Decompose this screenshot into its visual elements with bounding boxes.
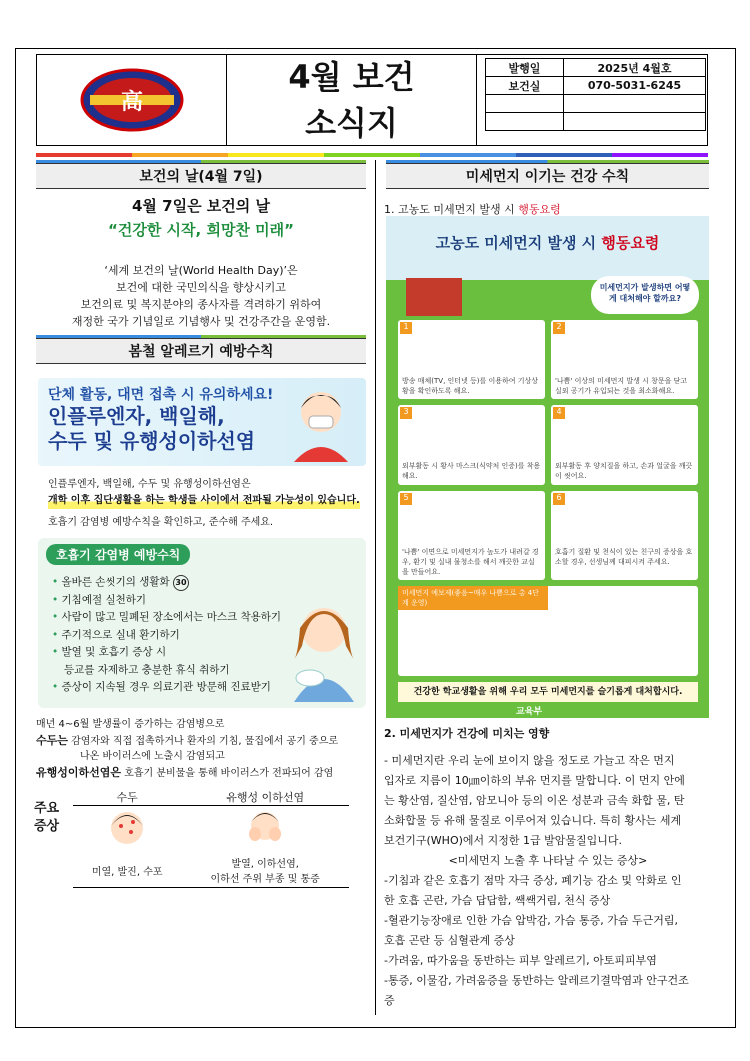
sick-child-illustration <box>284 382 358 462</box>
empty-cell <box>486 95 564 113</box>
newsletter-header <box>36 54 708 146</box>
health-day-line: 보건의료 및 복지분야의 종사자를 격려하기 위하여 <box>80 298 322 311</box>
health-day-line: 보건에 대한 국민의식을 향상시키고 <box>116 281 286 294</box>
tips-title: 호흡기 감염병 예방수칙 <box>46 544 190 565</box>
flu-body-line2: 개학 이후 집단생활을 하는 학생들 사이에서 전파될 가능성이 있습니다. <box>48 492 360 509</box>
title-line2: 소식지 <box>305 104 398 142</box>
symptom-label: 주요 증상 <box>34 801 60 834</box>
disease-desc-line3: 나온 바이러스에 노출시 감염되고 <box>80 751 225 762</box>
respiratory-tips-box <box>38 538 366 708</box>
symptom-line: -기침과 같은 호흡기 점막 자극 증상, 폐기능 감소 및 악화로 인 <box>384 874 682 887</box>
fine-dust-poster <box>386 216 709 718</box>
poster-steps <box>398 320 698 580</box>
health-day-headline: 4월 7일은 보건의 날 <box>132 197 270 215</box>
symptom-chickenpox: 미열, 발진, 수포 <box>73 854 181 888</box>
poster-band: 미세먼지 예보제(좋음~매우 나쁨으로 총 4단계 운영) <box>398 586 548 610</box>
section-title-allergy: 봄철 알레르기 예방수칙 <box>36 338 366 364</box>
section-title-health-day: 보건의 날(4월 7일) <box>36 163 366 189</box>
title-line1: 4월 보건 <box>288 58 415 96</box>
mumps-illustration <box>181 806 349 854</box>
fine-dust-body: - 미세먼지란 우리 눈에 보이지 않을 정도로 가늘고 작은 먼지 입자로 지름이 10㎛이하의 부유 먼지를 말합니다. 이 먼지 안에 는 황산염, 질산염, 암모니아 등의 이온 성분과 금속 화합 물, 탄 소화합물 등 유해 물질로 이루어져 있습니다. 특히 황사는 세계 보건기구(WHO)에서 지정한 1급 발암물질입니다. <미세먼지 노출 후 나타날 수 있는 증상> -기침과 같은 호흡기 점막 자극 증상, 폐기능 감소 및 악화로 인 한 호흡 곤란, 가슴 답답함, 쌕쌕거림, 천식 증상 -혈관기능장애로 인한 가슴 압박감, 가슴 통증, 가슴 두근거림, 호흡 곤란 등 심혈관계 증상 -가려움, 따가움을 동반하는 피부 알레르기, 아토피피부염 -통증, 이물감, 가려움증을 동반하는 알레르기결막염과 안구건조 증 <box>384 751 712 1011</box>
banner-subtitle: 단체 활동, 대면 접촉 시 유의하세요! <box>48 387 274 403</box>
poster-org: 교육부 <box>516 707 543 717</box>
tip-item: • 발열 및 호흡기 증상 시 등교를 자제하고 충분한 휴식 취하기 <box>52 644 281 679</box>
fine-dust-sub2: 2. 미세먼지가 건강에 미치는 영향 <box>384 727 550 740</box>
banner-title <box>48 404 255 454</box>
newsletter-title <box>227 55 477 145</box>
poster-step: 2 '나쁨' 이상의 미세먼지 발생 시 창문을 닫고 실외 공기가 유입되는 것을 최소화해요. <box>551 320 698 399</box>
symptom-line: -가려움, 따가움을 동반하는 피부 알레르기, 아토피피부염 <box>384 954 657 967</box>
column-divider <box>375 160 376 1015</box>
symptom-line: 호흡 곤란 등 심혈관계 증상 <box>384 934 515 947</box>
symptom-line: 증 <box>384 994 395 1007</box>
symptom-list-title: <미세먼지 노출 후 나타날 수 있는 증상> <box>448 854 648 867</box>
tips-list <box>52 574 281 697</box>
issue-label: 발행일 <box>486 59 564 77</box>
timer-icon: 30 <box>173 575 189 591</box>
health-day-line: ‘세계 보건의 날(World Health Day)’은 <box>104 264 298 277</box>
poster-step: 1 방송 매체(TV, 인터넷 등)를 이용하여 기상상황을 확인하도록 해요. <box>398 320 545 399</box>
disease-desc-line4: 유행성이하선염은 호흡기 분비물을 통해 바이러스가 전파되어 감염 <box>36 766 334 779</box>
chickenpox-illustration <box>73 806 181 854</box>
poster-step: 3 외부활동 시 황사 마스크(식약처 인증)를 착용해요. <box>398 405 545 484</box>
flu-body-line3: 호흡기 감염병 예방수칙을 확인하고, 준수해 주세요. <box>48 517 274 528</box>
tip-item: • 사람이 많고 밀폐된 장소에서는 마스크 착용하기 <box>52 609 281 627</box>
tip-item: • 주기적으로 실내 환기하기 <box>52 627 281 645</box>
symptom-mumps: 발열, 이하선염, 이하선 주위 부종 및 통증 <box>181 854 349 888</box>
symptom-line: -혈관기능장애로 인한 가슴 압박감, 가슴 통증, 가슴 두근거림, <box>384 914 678 927</box>
flu-body-line1: 인플루엔자, 백일해, 수두 및 유행성이하선염은 <box>48 479 251 490</box>
health-day-line: 재정한 국가 기념일로 기념행사 및 건강주간을 운영함. <box>71 315 331 328</box>
empty-cell <box>486 113 564 131</box>
infection-banner <box>38 378 366 466</box>
school-logo <box>37 55 227 145</box>
tip-item: • 올바른 손씻기의 생활화 30 <box>52 574 281 592</box>
school-building-icon <box>406 278 462 316</box>
office-value: 070-5031-6245 <box>564 77 706 95</box>
poster-forecast-panel <box>398 586 698 676</box>
child-handwash-illustration <box>280 594 362 702</box>
fine-dust-sub1: 1. 고농도 미세먼지 발생 시 행동요령 <box>384 203 561 216</box>
poster-step: 6 호흡기 질환 및 천식이 있는 친구의 증상을 호소할 경우, 선생님께 대피시켜 주세요. <box>551 491 698 580</box>
poster-question: 미세먼지가 발생하면 어떻게 대처해야 할까요? <box>591 276 699 314</box>
symptom-line: -통증, 이물감, 가려움증을 동반하는 알레르기결막염과 안구건조 <box>384 974 689 987</box>
poster-footer: 건강한 학교생활을 위해 우리 모두 미세먼지를 슬기롭게 대처합시다. <box>398 682 698 702</box>
symptom-header-mumps: 유행성 이하선염 <box>181 789 349 806</box>
symptom-table <box>73 789 349 888</box>
section-title-fine-dust: 미세먼지 이기는 건강 수칙 <box>386 163 709 189</box>
banner-title-line2: 수두 및 유행성이하선염 <box>48 429 256 453</box>
symptom-header-chickenpox: 수두 <box>73 789 181 806</box>
logo-char: 高 <box>120 90 143 115</box>
disease-desc-line2: 수두는 감염자와 직접 접촉하거나 환자의 기침, 물집에서 공기 중으로 <box>36 734 339 747</box>
empty-cell <box>564 95 706 113</box>
symptom-line: 한 호흡 곤란, 가슴 답답함, 쌕쌕거림, 천식 증상 <box>384 894 611 907</box>
banner-title-line1: 인플루엔자, 백일해, <box>48 404 225 428</box>
disease-desc-line1: 매년 4~6월 발생률이 증가하는 감염병으로 <box>36 719 225 730</box>
tip-item: • 증상이 지속될 경우 의료기관 방문해 진료받기 <box>52 679 281 697</box>
poster-title: 고농도 미세먼지 발생 시 행동요령 <box>386 216 709 280</box>
empty-cell <box>564 113 706 131</box>
health-day-slogan: “건강한 시작, 희망찬 미래” <box>108 221 294 239</box>
office-label: 보건실 <box>486 77 564 95</box>
poster-step: 5 '나쁨' 이면으로 미세먼지가 높도가 내려갈 경우, 환기 및 실내 물청소를 해서 깨끗한 교실을 만들어요. <box>398 491 545 580</box>
issue-value: 2025년 4월호 <box>564 59 706 77</box>
issue-info-table <box>485 58 706 131</box>
poster-step: 4 외부활동 후 양치질을 하고, 손과 얼굴을 깨끗이 씻어요. <box>551 405 698 484</box>
tip-item: • 기침예절 실천하기 <box>52 592 281 610</box>
rainbow-divider <box>36 153 708 157</box>
